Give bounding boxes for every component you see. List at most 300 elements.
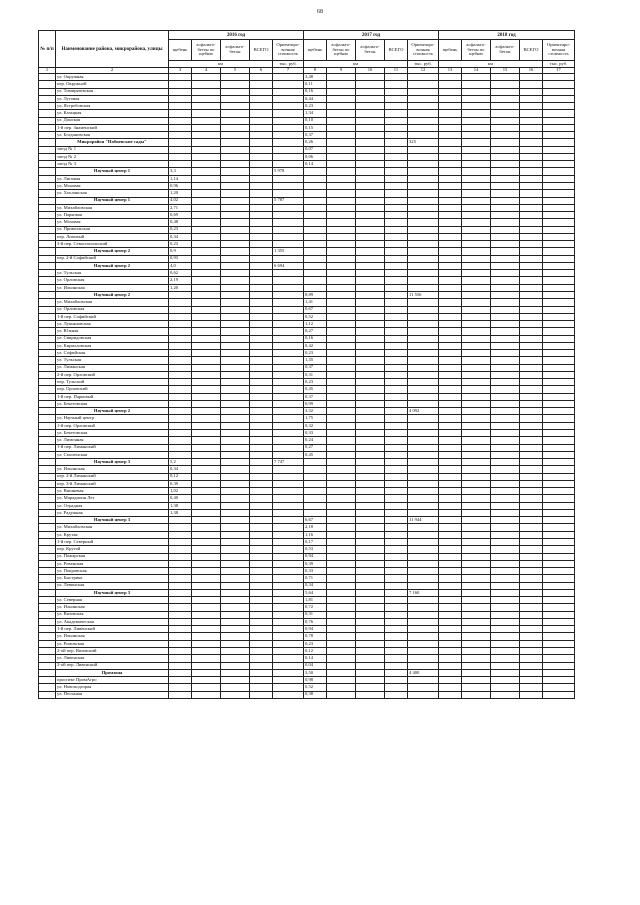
empty-cell — [250, 161, 273, 168]
empty-cell — [462, 132, 491, 139]
empty-cell — [192, 226, 221, 233]
table-row — [39, 451, 575, 458]
empty-cell — [439, 190, 462, 197]
empty-cell — [491, 582, 520, 589]
empty-cell — [491, 299, 520, 306]
empty-cell — [356, 466, 385, 473]
km-2016-cell — [169, 662, 192, 669]
empty-cell — [385, 422, 408, 429]
empty-cell — [250, 270, 273, 277]
km-2016-cell: 0,48 — [169, 219, 192, 226]
empty-cell — [221, 677, 250, 684]
empty-cell — [439, 88, 462, 95]
empty-cell — [439, 640, 462, 647]
empty-cell — [491, 212, 520, 219]
row-no-cell — [39, 539, 56, 546]
empty-cell — [491, 597, 520, 604]
cost-2016-cell — [273, 328, 304, 335]
empty-cell — [462, 146, 491, 153]
empty-cell — [250, 604, 273, 611]
empty-cell — [327, 444, 356, 451]
row-name-cell: пер. 2-й Софийский — [56, 255, 169, 262]
empty-cell — [356, 611, 385, 618]
empty-cell — [491, 313, 520, 320]
empty-cell — [543, 313, 575, 320]
empty-cell — [462, 633, 491, 640]
row-name-cell: ул. Марадиоин Лет — [56, 495, 169, 502]
empty-cell — [520, 546, 543, 553]
row-name-cell: ул. Лимонная — [56, 437, 169, 444]
table-row — [39, 604, 575, 611]
table-row — [39, 633, 575, 640]
empty-cell — [439, 568, 462, 575]
empty-cell — [221, 270, 250, 277]
empty-cell — [356, 146, 385, 153]
empty-cell — [491, 190, 520, 197]
km-2017-cell — [304, 473, 327, 480]
empty-cell — [385, 219, 408, 226]
empty-cell — [221, 568, 250, 575]
empty-cell — [520, 684, 543, 691]
row-name-cell: ул. Новоподгорая — [56, 684, 169, 691]
cost-2016-cell: 1 355 — [273, 248, 304, 255]
cost-2017-cell — [408, 684, 439, 691]
empty-cell — [543, 495, 575, 502]
column-index: 3 — [169, 68, 192, 74]
empty-cell — [462, 270, 491, 277]
empty-cell — [520, 691, 543, 698]
empty-cell — [221, 342, 250, 349]
empty-cell — [462, 669, 491, 676]
empty-cell — [192, 677, 221, 684]
km-2017-cell — [304, 459, 327, 466]
empty-cell — [462, 161, 491, 168]
empty-cell — [356, 219, 385, 226]
empty-cell — [385, 415, 408, 422]
cost-2016-cell — [273, 647, 304, 654]
empty-cell — [462, 480, 491, 487]
empty-cell — [385, 408, 408, 415]
row-no-cell — [39, 647, 56, 654]
empty-cell — [221, 277, 250, 284]
column-index: 15 — [491, 68, 520, 74]
empty-cell — [327, 291, 356, 298]
km-2016-cell — [169, 342, 192, 349]
cost-2016-cell — [273, 546, 304, 553]
sub-header: Ориентиро-вочная стоимость — [273, 40, 304, 61]
table-row — [39, 204, 575, 211]
row-no-cell — [39, 270, 56, 277]
empty-cell — [221, 364, 250, 371]
empty-cell — [439, 328, 462, 335]
empty-cell — [520, 328, 543, 335]
empty-cell — [327, 74, 356, 81]
empty-cell — [221, 437, 250, 444]
empty-cell — [221, 640, 250, 647]
empty-cell — [543, 640, 575, 647]
empty-cell — [520, 153, 543, 160]
empty-cell — [192, 103, 221, 110]
cost-2016-cell — [273, 553, 304, 560]
empty-cell — [462, 582, 491, 589]
row-name-cell: пер. Окружной — [56, 81, 169, 88]
row-no-cell — [39, 321, 56, 328]
empty-cell — [491, 175, 520, 182]
km-2016-cell — [169, 524, 192, 531]
table-row — [39, 415, 575, 422]
empty-cell — [462, 488, 491, 495]
empty-cell — [356, 379, 385, 386]
empty-cell — [543, 611, 575, 618]
empty-cell — [520, 451, 543, 458]
empty-cell — [462, 313, 491, 320]
empty-cell — [520, 139, 543, 146]
year-2018-header: 2018 год — [439, 31, 575, 40]
km-2016-cell — [169, 597, 192, 604]
empty-cell — [192, 146, 221, 153]
empty-cell — [520, 233, 543, 240]
empty-cell — [439, 357, 462, 364]
empty-cell — [439, 480, 462, 487]
empty-cell — [221, 241, 250, 248]
cost-2017-cell — [408, 597, 439, 604]
row-no-cell — [39, 299, 56, 306]
table-header — [39, 31, 575, 74]
row-no-cell — [39, 611, 56, 618]
empty-cell — [543, 182, 575, 189]
empty-cell — [543, 204, 575, 211]
km-2017-cell — [304, 277, 327, 284]
empty-cell — [543, 451, 575, 458]
empty-cell — [439, 618, 462, 625]
empty-cell — [491, 124, 520, 131]
km-2017-cell: 1,75 — [304, 415, 327, 422]
empty-cell — [356, 299, 385, 306]
empty-cell — [543, 531, 575, 538]
empty-cell — [543, 669, 575, 676]
empty-cell — [327, 553, 356, 560]
empty-cell — [439, 430, 462, 437]
cost-2017-cell: 4 400 — [408, 669, 439, 676]
empty-cell — [250, 248, 273, 255]
empty-cell — [385, 473, 408, 480]
empty-cell — [439, 393, 462, 400]
table-row — [39, 364, 575, 371]
sub-header: Ориентиро-вочная стоимость — [543, 40, 575, 61]
cost-2017-cell — [408, 212, 439, 219]
row-name-cell: ул. Лиманская — [56, 364, 169, 371]
empty-cell — [221, 386, 250, 393]
empty-cell — [221, 553, 250, 560]
table-row — [39, 212, 575, 219]
sub-header: ВСЕГО — [520, 40, 543, 61]
empty-cell — [520, 386, 543, 393]
empty-cell — [327, 568, 356, 575]
empty-cell — [221, 197, 250, 204]
empty-cell — [250, 473, 273, 480]
km-2017-cell: 0,76 — [304, 618, 327, 625]
row-name-cell: ул. Вишневая — [56, 488, 169, 495]
empty-cell — [491, 611, 520, 618]
empty-cell — [192, 422, 221, 429]
empty-cell — [462, 81, 491, 88]
empty-cell — [385, 626, 408, 633]
km-2017-cell — [304, 212, 327, 219]
empty-cell — [462, 393, 491, 400]
row-name-cell: ул. Моховая — [56, 182, 169, 189]
empty-cell — [250, 277, 273, 284]
empty-cell — [221, 415, 250, 422]
row-no-cell — [39, 684, 56, 691]
table-row — [39, 270, 575, 277]
empty-cell — [543, 466, 575, 473]
empty-cell — [439, 182, 462, 189]
empty-cell — [543, 655, 575, 662]
empty-cell — [543, 509, 575, 516]
empty-cell — [491, 669, 520, 676]
km-2017-cell: 0,15 — [304, 124, 327, 131]
empty-cell — [462, 589, 491, 596]
km-2016-cell — [169, 677, 192, 684]
table-row — [39, 153, 575, 160]
km-2016-cell — [169, 408, 192, 415]
empty-cell — [439, 415, 462, 422]
empty-cell — [356, 531, 385, 538]
empty-cell — [385, 117, 408, 124]
empty-cell — [327, 393, 356, 400]
empty-cell — [221, 560, 250, 567]
row-no-cell — [39, 371, 56, 378]
empty-cell — [520, 182, 543, 189]
table-row — [39, 502, 575, 509]
km-2017-cell: 0,33 — [304, 430, 327, 437]
empty-cell — [221, 132, 250, 139]
empty-cell — [385, 197, 408, 204]
km-2016-cell — [169, 415, 192, 422]
cost-2017-cell — [408, 430, 439, 437]
empty-cell — [385, 459, 408, 466]
empty-cell — [543, 546, 575, 553]
cost-2017-cell — [408, 691, 439, 698]
empty-cell — [439, 451, 462, 458]
empty-cell — [250, 430, 273, 437]
empty-cell — [192, 197, 221, 204]
empty-cell — [439, 146, 462, 153]
empty-cell — [462, 640, 491, 647]
km-2016-cell: 2,19 — [169, 277, 192, 284]
empty-cell — [192, 204, 221, 211]
empty-cell — [192, 291, 221, 298]
km-2017-cell: 0,07 — [304, 146, 327, 153]
empty-cell — [439, 248, 462, 255]
row-name-cell: ул. Покровская — [56, 568, 169, 575]
empty-cell — [192, 539, 221, 546]
row-name-cell: ул. Свиридовская — [56, 335, 169, 342]
year-2017-header: 2017 год — [304, 31, 439, 40]
empty-cell — [543, 212, 575, 219]
empty-cell — [192, 626, 221, 633]
row-no-cell — [39, 618, 56, 625]
cost-2016-cell — [273, 306, 304, 313]
empty-cell — [543, 618, 575, 625]
table-row — [39, 466, 575, 473]
empty-cell — [250, 74, 273, 81]
empty-cell — [439, 212, 462, 219]
table-row — [39, 662, 575, 669]
empty-cell — [462, 182, 491, 189]
empty-cell — [520, 175, 543, 182]
cost-2016-cell — [273, 291, 304, 298]
row-no-cell — [39, 509, 56, 516]
empty-cell — [192, 321, 221, 328]
cost-2017-cell — [408, 647, 439, 654]
empty-cell — [221, 357, 250, 364]
cost-2017-cell — [408, 350, 439, 357]
empty-cell — [192, 182, 221, 189]
group-row — [39, 168, 575, 175]
empty-cell — [439, 204, 462, 211]
row-no-cell — [39, 655, 56, 662]
empty-cell — [439, 684, 462, 691]
table-row — [39, 553, 575, 560]
empty-cell — [439, 321, 462, 328]
empty-cell — [356, 473, 385, 480]
cost-2017-cell — [408, 582, 439, 589]
km-2017-cell: 0,16 — [304, 88, 327, 95]
row-no-cell — [39, 575, 56, 582]
cost-2016-cell — [273, 241, 304, 248]
cost-2017-cell — [408, 95, 439, 102]
empty-cell — [327, 480, 356, 487]
empty-cell — [385, 146, 408, 153]
empty-cell — [250, 124, 273, 131]
table-row — [39, 677, 575, 684]
empty-cell — [327, 182, 356, 189]
km-2016-cell — [169, 357, 192, 364]
empty-cell — [221, 546, 250, 553]
cost-2017-cell — [408, 103, 439, 110]
empty-cell — [356, 575, 385, 582]
km-2017-cell — [304, 190, 327, 197]
km-2017-cell — [304, 197, 327, 204]
cost-2017-cell — [408, 575, 439, 582]
row-name-cell: 1-й пер. Софийский — [56, 313, 169, 320]
km-2017-cell: 0,78 — [304, 633, 327, 640]
km-2016-cell: 1,14 — [169, 175, 192, 182]
km-2016-cell — [169, 451, 192, 458]
empty-cell — [250, 313, 273, 320]
empty-cell — [439, 633, 462, 640]
empty-cell — [462, 219, 491, 226]
column-index: 14 — [462, 68, 491, 74]
empty-cell — [221, 233, 250, 240]
table-row — [39, 182, 575, 189]
table-row — [39, 626, 575, 633]
empty-cell — [385, 284, 408, 291]
empty-cell — [327, 379, 356, 386]
empty-cell — [221, 291, 250, 298]
group-row — [39, 139, 575, 146]
cost-2017-cell — [408, 306, 439, 313]
empty-cell — [439, 589, 462, 596]
km-2016-cell — [169, 553, 192, 560]
empty-cell — [462, 74, 491, 81]
row-name-cell: Научный центр 2 — [56, 408, 169, 415]
empty-cell — [491, 132, 520, 139]
cost-2017-cell — [408, 313, 439, 320]
sub-header: асфальто-бетон — [356, 40, 385, 61]
km-2017-cell — [304, 241, 327, 248]
cost-2016-cell — [273, 524, 304, 531]
empty-cell — [385, 81, 408, 88]
cost-2016-cell — [273, 277, 304, 284]
empty-cell — [385, 430, 408, 437]
empty-cell — [221, 328, 250, 335]
km-2016-cell — [169, 655, 192, 662]
cost-2016-cell — [273, 662, 304, 669]
empty-cell — [327, 110, 356, 117]
table-row — [39, 647, 575, 654]
empty-cell — [250, 466, 273, 473]
empty-cell — [250, 509, 273, 516]
empty-cell — [491, 204, 520, 211]
empty-cell — [192, 560, 221, 567]
empty-cell — [520, 371, 543, 378]
row-no-cell — [39, 117, 56, 124]
km-2017-cell — [304, 480, 327, 487]
km-2017-cell: 0,44 — [304, 95, 327, 102]
row-name-cell: ул. Отрадная — [56, 502, 169, 509]
cost-2017-cell — [408, 204, 439, 211]
km-2016-cell: 0,9 — [169, 248, 192, 255]
cost-2017-cell — [408, 270, 439, 277]
cost-2017-cell — [408, 117, 439, 124]
row-name-cell: 1-й пер. Парковый — [56, 393, 169, 400]
empty-cell — [192, 110, 221, 117]
empty-cell — [462, 611, 491, 618]
empty-cell — [250, 597, 273, 604]
row-no-cell — [39, 459, 56, 466]
empty-cell — [439, 139, 462, 146]
empty-cell — [520, 168, 543, 175]
empty-cell — [356, 604, 385, 611]
table-row — [39, 146, 575, 153]
empty-cell — [543, 226, 575, 233]
table-row — [39, 560, 575, 567]
cost-2016-cell — [273, 408, 304, 415]
cost-2016-cell — [273, 335, 304, 342]
empty-cell — [385, 110, 408, 117]
row-name-cell: Научный центр 2 — [56, 248, 169, 255]
empty-cell — [491, 473, 520, 480]
km-2017-cell: 0,12 — [304, 647, 327, 654]
empty-cell — [221, 204, 250, 211]
empty-cell — [462, 371, 491, 378]
row-no-cell — [39, 400, 56, 407]
km-2017-cell — [304, 502, 327, 509]
empty-cell — [327, 524, 356, 531]
table-row — [39, 640, 575, 647]
empty-cell — [385, 74, 408, 81]
empty-cell — [462, 212, 491, 219]
empty-cell — [356, 633, 385, 640]
empty-cell — [520, 408, 543, 415]
row-no-cell — [39, 531, 56, 538]
sub-header: ВСЕГО — [385, 40, 408, 61]
empty-cell — [327, 190, 356, 197]
km-2017-cell: 0,52 — [304, 313, 327, 320]
empty-cell — [520, 241, 543, 248]
